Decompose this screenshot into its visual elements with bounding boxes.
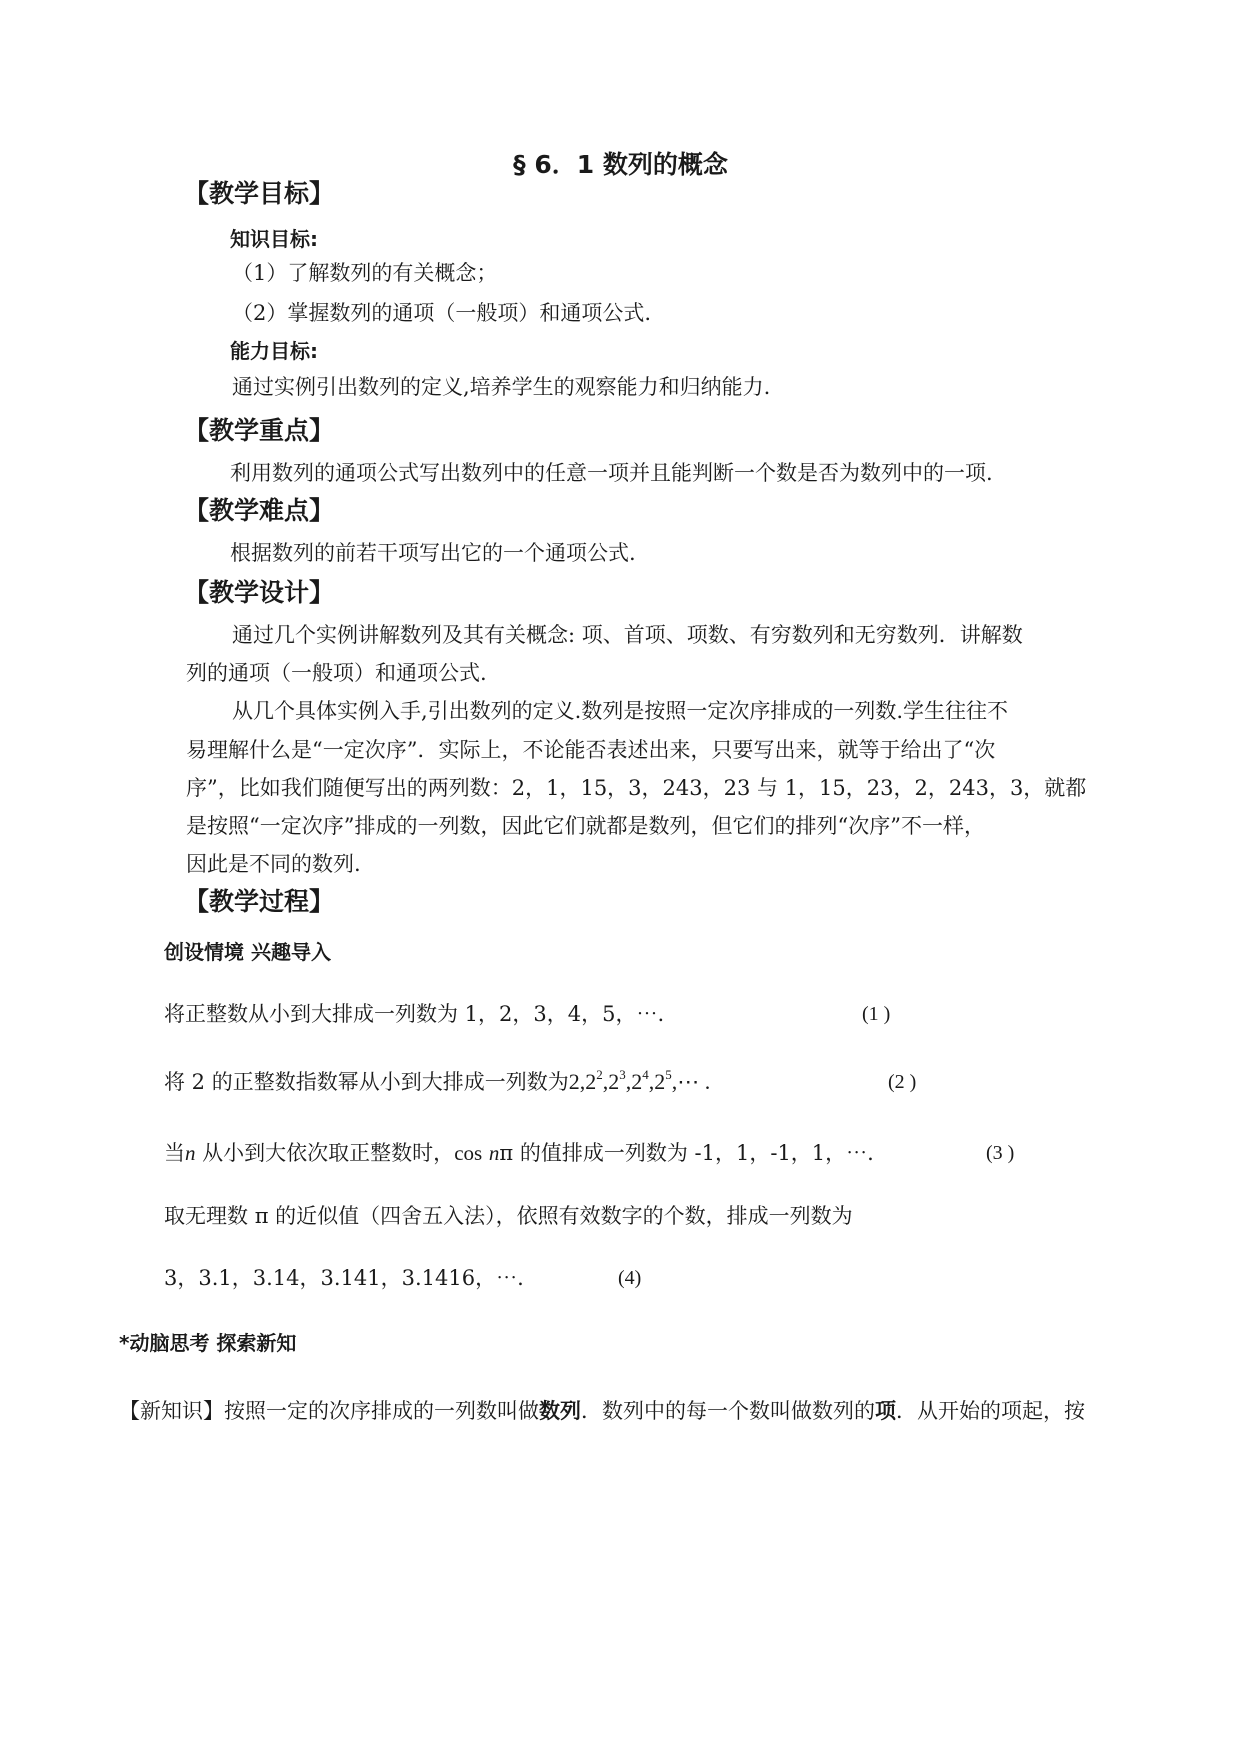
power-term: ,⋯ . [671,1069,711,1094]
power-term: 2,2 [568,1069,597,1094]
design-text-line: 列的通项（一般项）和通项公式. [186,661,487,685]
example-4-text [164,1201,853,1231]
new-knowledge-part: 【新知识】按照一定的次序排成的一列数叫做 [119,1399,539,1423]
power-sequence [568,1066,711,1094]
design-text-line: 通过几个实例讲解数列及其有关概念: 项、首项、项数、有穷数列和无穷数列．讲解数 [232,623,1023,647]
power-term: ,2 [648,1069,666,1094]
pi-symbol: π [254,1204,269,1228]
example-2-prefix: 将 2 的正整数指数幂从小到大排成一列数为 [164,1070,569,1094]
new-knowledge-part: ．从开始的项起，按 [896,1399,1085,1423]
term-sequence: 数列 [539,1399,581,1423]
heading-difficulties: 【教学难点】 [184,496,335,525]
power-term: ,2 [602,1069,620,1094]
difficulties-text: 根据数列的前若干项写出它的一个通项公式. [230,541,636,565]
example-1-number: (1 ) [862,1003,891,1025]
example-2-number: (2 ) [888,1071,917,1093]
exponent: 5 [665,1066,672,1082]
exponent: 2 [596,1066,603,1082]
example-1-text: 将正整数从小到大排成一列数为 1，2，3，4，5，⋯. [164,1002,665,1026]
exponent: 3 [619,1066,626,1082]
example-3-part: 的值排成一列数为 -1，1，-1，1，⋯. [513,1141,874,1165]
design-text-line: 易理解什么是“一定次序”．实际上，不论能否表述出来，只要写出来，就等于给出了“次 [186,738,996,762]
heading-process: 【教学过程】 [184,887,335,916]
key-points-text: 利用数列的通项公式写出数列中的任意一项并且能判断一个数是否为数列中的一项. [230,461,993,485]
new-knowledge-text [119,1396,1085,1426]
design-text-line: 从几个具体实例入手,引出数列的定义.数列是按照一定次序排成的一列数.学生往往不 [232,699,1009,723]
ability-goal-text: 通过实例引出数列的定义,培养学生的观察能力和归纳能力. [232,375,771,399]
variable-n: n [488,1141,500,1165]
heading-design: 【教学设计】 [184,578,335,607]
design-text-line: 因此是不同的数列. [186,852,361,876]
term-item: 项 [875,1399,896,1423]
knowledge-item: （2）掌握数列的通项（一般项）和通项公式. [232,301,652,325]
ability-goal-label: 能力目标: [230,339,318,363]
intro-heading: 创设情境 兴趣导入 [164,940,331,964]
example-2-text [164,1067,710,1097]
example-4-number: (4) [618,1267,642,1289]
example-3-text [164,1138,874,1168]
exponent: 4 [642,1066,649,1082]
design-text-line: 序”，比如我们随便写出的两列数：2，1，15，3，243，23 与 1，15，23，2，243，3，就都 [186,776,1087,800]
design-text-line: 是按照“一定次序”排成的一列数，因此它们就都是数列，但它们的排列“次序”不一样， [186,814,985,838]
pi-symbol: π [499,1141,514,1165]
heading-objectives: 【教学目标】 [184,179,335,208]
knowledge-item: （1）了解数列的有关概念； [232,261,498,285]
variable-n: n [185,1141,196,1165]
knowledge-goal-label: 知识目标: [230,227,318,251]
think-heading: *动脑思考 探索新知 [119,1331,297,1355]
heading-key-points: 【教学重点】 [184,416,335,445]
power-term: ,2 [625,1069,643,1094]
example-4-part: 的近似值（四舍五入法），依照有效数字的个数，排成一列数为 [268,1204,853,1228]
example-3-part: 从小到大依次取正整数时， [195,1141,455,1165]
cos-function: cos [454,1141,483,1165]
page-title: § 6．1 数列的概念 [513,150,728,179]
example-3-number: (3 ) [986,1142,1015,1164]
new-knowledge-part: ．数列中的每一个数叫做数列的 [581,1399,875,1423]
example-4-part: 取无理数 [164,1204,248,1228]
example-4-sequence: 3，3.1，3.14，3.141，3.1416，⋯. [164,1266,524,1290]
example-3-part: 当 [164,1141,185,1165]
